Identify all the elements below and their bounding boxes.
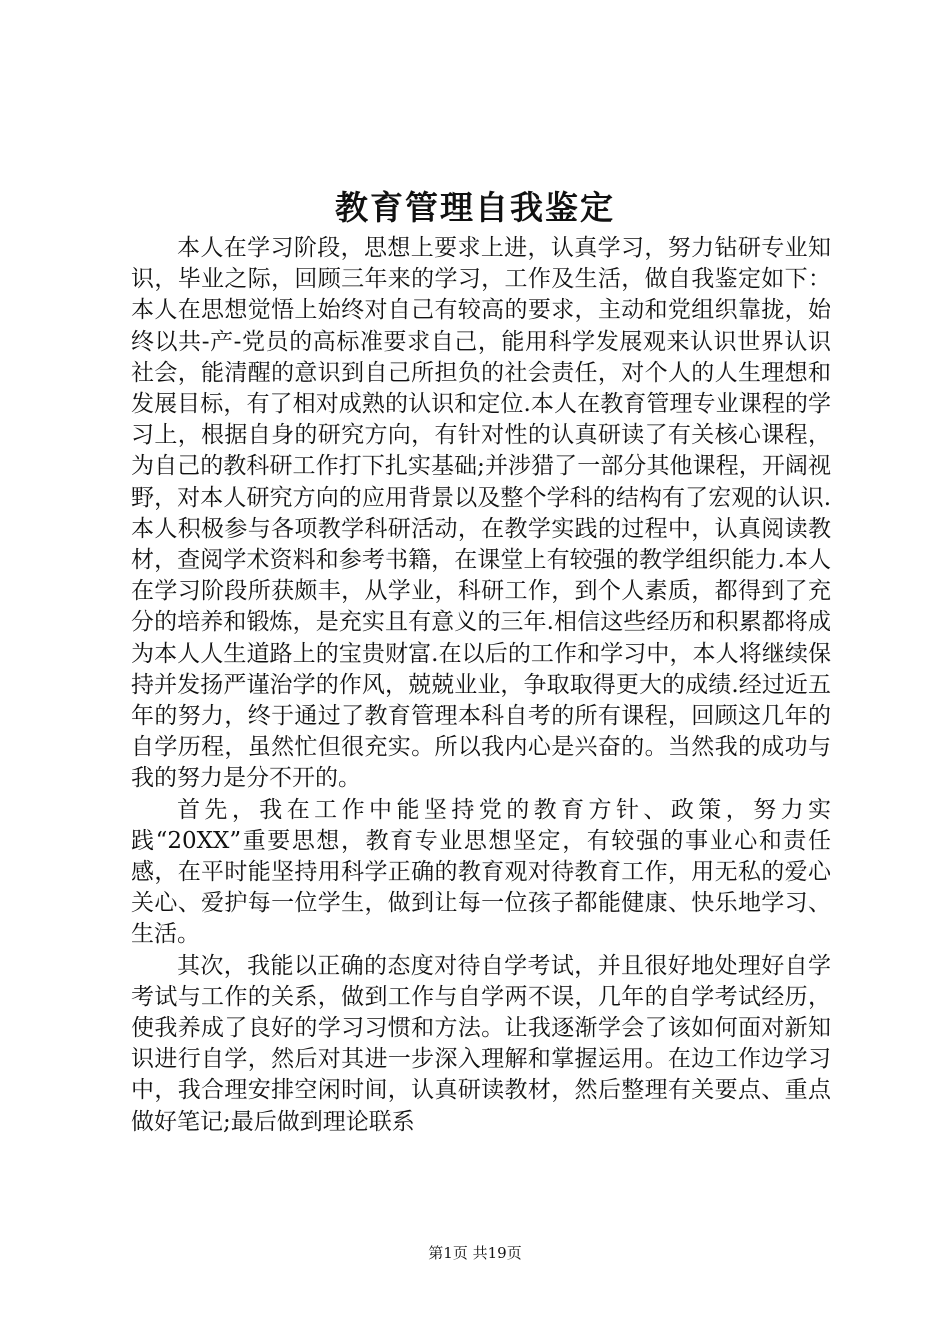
document-body: [131, 233, 831, 1138]
document-title: 教育管理自我鉴定: [335, 188, 615, 227]
page-number-footer: 第1页 共19页: [428, 1244, 522, 1262]
paragraph: 本人在学习阶段，思想上要求上进，认真学习，努力钻研专业知识，毕业之际，回顾三年来的学习，工作及生活，做自我鉴定如下：本人在思想觉悟上始终对自己有较高的要求，主动和党组织靠拢，始终以共-产-党员的高标准要求自己，能用科学发展观来认识世界认识社会，能清醒的意识到自己所担负的社会责任，对个人的人生理想和发展目标，有了相对成熟的认识和定位.本人在教育管理专业课程的学习上，根据自身的研究方向，有针对性的认真研读了有关核心课程，为自己的教科研工作打下扎实基础;并涉猎了一部分其他课程，开阔视野，对本人研究方向的应用背景以及整个学科的结构有了宏观的认识.本人积极参与各项教学科研活动，在教学实践的过程中，认真阅读教材，查阅学术资料和参考书籍，在课堂上有较强的教学组织能力.本人在学习阶段所获颇丰，从学业，科研工作，到个人素质，都得到了充分的培养和锻炼，是充实且有意义的三年.相信这些经历和积累都将成为本人人生道路上的宝贵财富.在以后的工作和学习中，本人将继续保持并发扬严谨治学的作风，兢兢业业，争取取得更大的成绩.经过近五年的努力，终于通过了教育管理本科自考的所有课程，回顾这几年的自学历程，虽然忙但很充实。所以我内心是兴奋的。当然我的成功与我的努力是分不开的。: [131, 235, 831, 792]
paragraph: 其次，我能以正确的态度对待自学考试，并且很好地处理好自学考试与工作的关系，做到工作与自学两不误，几年的自学考试经历，使我养成了良好的学习习惯和方法。让我逐渐学会了该如何面对新知识进行自学，然后对其进一步深入理解和掌握运用。在边工作边学习中，我合理安排空闲时间，认真研读教材，然后整理有关要点、重点做好笔记;最后做到理论联系: [131, 952, 831, 1135]
paragraph: 首先，我在工作中能坚持党的教育方针、政策，努力实践“20XX”重要思想，教育专业思想坚定，有较强的事业心和责任感，在平时能坚持用科学正确的教育观对待教育工作，用无私的爱心关心、爱护每一位学生，做到让每一位孩子都能健康、快乐地学习、生活。: [131, 796, 831, 948]
